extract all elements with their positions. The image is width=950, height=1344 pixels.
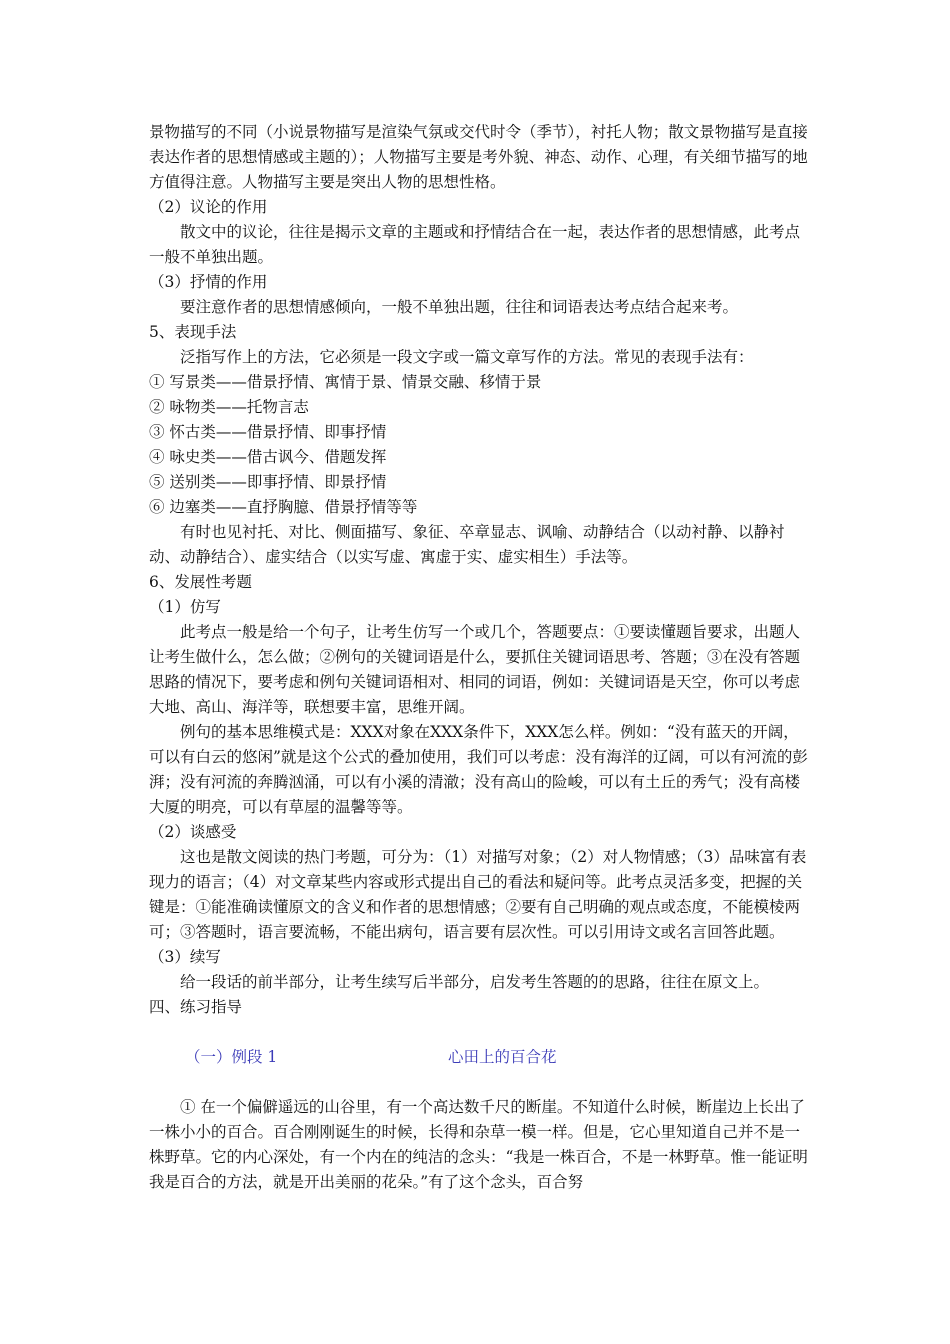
- paragraph: 这也是散文阅读的热门考题，可分为：（1）对描写对象；（2）对人物情感；（3）品味富有表现力的语言；（4）对文章某些内容或形式提出自己的看法和疑问等。此考点灵活多变，把握的关键是：①能准确读懂原文的含义和作者的思想情感；②要有自己明确的观点或态度，不能模棱两可；③答题时，语言要流畅，不能出病句，语言要有层次性。可以引用诗文或名言回答此题。: [149, 848, 807, 941]
- list-item: ③ 怀古类——借景抒情、即事抒情: [149, 423, 387, 441]
- subheading: （3）续写: [149, 948, 221, 966]
- example-title: 心田上的百合花: [448, 1048, 557, 1066]
- list-item: ② 咏物类——托物言志: [149, 398, 309, 416]
- paragraph: 要注意作者的思想情感倾向，一般不单独出题，往往和词语表达考点结合起来考。: [180, 298, 739, 316]
- section-heading: 6、发展性考题: [149, 573, 252, 591]
- list-item: ⑥ 边塞类——直抒胸臆、借景抒情等等: [149, 498, 418, 516]
- section-heading: 四、练习指导: [149, 998, 243, 1016]
- list-item: ④ 咏史类——借古讽今、借题发挥: [149, 448, 387, 466]
- subheading: （2）议论的作用: [149, 198, 268, 216]
- list-item: ① 写景类——借景抒情、寓情于景、情景交融、移情于景: [149, 373, 542, 391]
- subheading: （1）仿写: [149, 598, 221, 616]
- paragraph: 例句的基本思维模式是：XXX对象在XXX条件下，XXX怎么样。例如：“没有蓝天的开阔，可以有白云的悠闲”就是这个公式的叠加使用，我们可以考虑：没有海洋的辽阔，可以有河流的彭湃；没有河流的奔腾汹涌，可以有小溪的清澈；没有高山的险峻，可以有土丘的秀气；没有高楼大厦的明亮，可以有草屋的温馨等等。: [149, 723, 808, 816]
- paragraph: 给一段话的前半部分，让考生续写后半部分，启发考生答题的的思路，往往在原文上。: [180, 973, 770, 991]
- paragraph: 散文中的议论，往往是揭示文章的主题或和抒情结合在一起，表达作者的思想情感，此考点一般不单独出题。: [149, 223, 801, 266]
- paragraph: 此考点一般是给一个句子，让考生仿写一个或几个，答题要点：①要读懂题旨要求，出题人让考生做什么，怎么做；②例句的关键词语是什么，要抓住关键词语思考、答题；③在没有答题思路的情况下，要考虑和例句关键词语相对、相同的词语，例如：关键词语是天空，你可以考虑大地、高山、海洋等，联想要丰富，思维开阔。: [149, 623, 801, 716]
- subheading: （2）谈感受: [149, 823, 237, 841]
- list-item: ⑤ 送别类——即事抒情、即景抒情: [149, 473, 387, 491]
- subheading: （3）抒情的作用: [149, 273, 268, 291]
- example-header: [149, 1045, 809, 1070]
- section-heading: 5、表现手法: [149, 323, 237, 341]
- example-label: （一）例段 1: [185, 1048, 278, 1066]
- document-page: [149, 120, 809, 1195]
- spacer: [149, 1070, 809, 1095]
- story-paragraph: ① 在一个偏僻遥远的山谷里，有一个高达数千尺的断崖。不知道什么时候，断崖边上长出了一株小小的百合。百合刚刚诞生的时候，长得和杂草一模一样。但是，它心里知道自己并不是一株野草。它的内心深处，有一个内在的纯洁的念头：“我是一株百合，不是一林野草。惟一能证明我是百合的方法，就是开出美丽的花朵。”有了这个念头，百合努: [149, 1098, 808, 1191]
- paragraph: 景物描写的不同（小说景物描写是渲染气氛或交代时令（季节），衬托人物；散文景物描写是直接表达作者的思想情感或主题的）；人物描写主要是考外貌、神态、动作、心理，有关细节描写的地方值得注意。人物描写主要是突出人物的思想性格。: [149, 123, 808, 191]
- paragraph: 有时也见衬托、对比、侧面描写、象征、卒章显志、讽喻、动静结合（以动衬静、以静衬动、动静结合）、虚实结合（以实写虚、寓虚于实、虚实相生）手法等。: [149, 523, 785, 566]
- spacer: [149, 1020, 809, 1045]
- paragraph: 泛指写作上的方法，它必须是一段文字或一篇文章写作的方法。常见的表现手法有：: [180, 348, 754, 366]
